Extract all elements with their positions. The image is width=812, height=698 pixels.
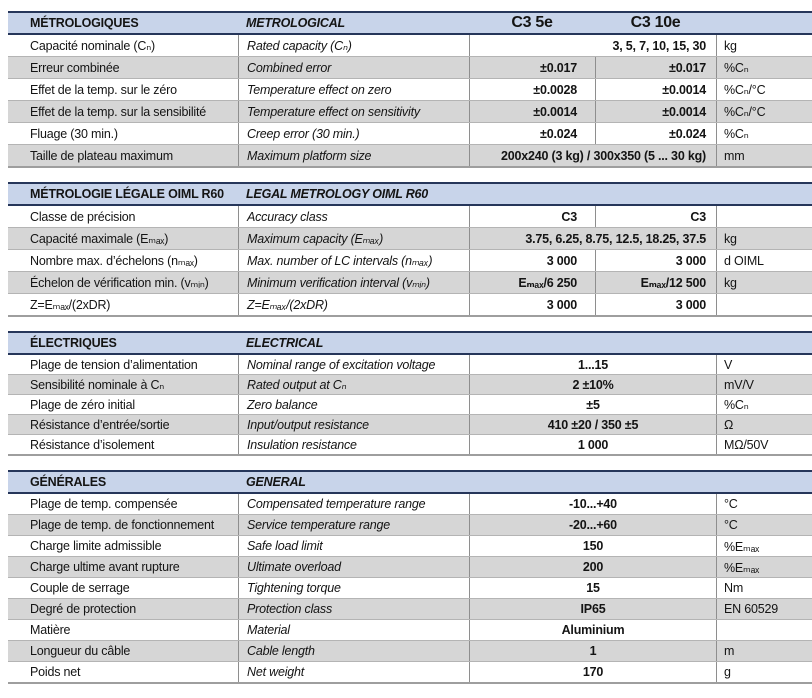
section-general bbox=[8, 470, 812, 684]
cell-label-en: Cable length bbox=[238, 641, 469, 661]
cell-value-merged: 3.75, 6.25, 8.75, 12.5, 18.25, 37.5 bbox=[469, 228, 716, 249]
cell-value-2: 3 000 bbox=[595, 294, 716, 315]
cell-label-fr: Effet de la temp. sur le zéro bbox=[30, 82, 177, 97]
cell-label-en: Tightening torque bbox=[238, 578, 469, 598]
section-metrological bbox=[8, 11, 812, 168]
cell-unit: Ω bbox=[716, 415, 812, 434]
spec-row bbox=[8, 144, 812, 166]
section-band bbox=[8, 470, 812, 494]
cell-unit: %Cₙ/°C bbox=[716, 79, 812, 100]
spec-row bbox=[8, 535, 812, 556]
cell-label-en: Maximum platform size bbox=[238, 145, 469, 166]
spec-row bbox=[8, 619, 812, 640]
cell-value-2: C3 bbox=[595, 206, 716, 227]
cell-label-fr: Classe de précision bbox=[30, 209, 136, 224]
model-header-2: C3 10e bbox=[630, 14, 681, 31]
spec-row bbox=[8, 271, 812, 293]
cell-unit: %Eₘₐₓ bbox=[716, 536, 812, 556]
cell-label-en: Net weight bbox=[238, 662, 469, 682]
cell-label-fr: Échelon de vérification min. (vₘᵢₙ) bbox=[30, 276, 209, 290]
cell-label-en: Nominal range of excitation voltage bbox=[238, 355, 469, 374]
cell-label-en: Zero balance bbox=[238, 395, 469, 414]
cell-value-2: ±0.017 bbox=[595, 57, 716, 78]
cell-value-merged: 410 ±20 / 350 ±5 bbox=[469, 415, 716, 434]
cell-value-merged: -10...+40 bbox=[469, 494, 716, 514]
section-title-en: LEGAL METROLOGY OIML R60 bbox=[246, 187, 429, 201]
cell-unit: V bbox=[716, 355, 812, 374]
cell-unit: %Cₙ bbox=[716, 57, 812, 78]
cell-label-fr: Nombre max. d’échelons (nₘₐₓ) bbox=[30, 254, 198, 268]
cell-unit: MΩ/50V bbox=[716, 435, 812, 454]
cell-label-fr: Capacité nominale (Cₙ) bbox=[30, 39, 155, 53]
spec-row bbox=[8, 206, 812, 227]
spec-row bbox=[8, 394, 812, 414]
cell-label-en: Creep error (30 min.) bbox=[238, 123, 469, 144]
cell-unit: kg bbox=[716, 272, 812, 293]
section-title-fr: MÉTROLOGIQUES bbox=[30, 16, 139, 30]
cell-label-en: Input/output resistance bbox=[238, 415, 469, 434]
spec-row bbox=[8, 494, 812, 514]
cell-value-merged: ±5 bbox=[469, 395, 716, 414]
cell-unit: kg bbox=[716, 228, 812, 249]
cell-label-fr: Taille de plateau maximum bbox=[30, 148, 173, 163]
spec-row bbox=[8, 78, 812, 100]
cell-label-en: Ultimate overload bbox=[238, 557, 469, 577]
cell-label-fr: Plage de temp. de fonctionnement bbox=[30, 518, 215, 532]
cell-label-en: Rated capacity (Cₙ) bbox=[238, 35, 469, 56]
cell-label-en: Maximum capacity (Eₘₐₓ) bbox=[238, 228, 469, 249]
cell-label-fr: Effet de la temp. sur la sensibilité bbox=[30, 104, 206, 119]
spec-row bbox=[8, 100, 812, 122]
cell-label-en: Combined error bbox=[238, 57, 469, 78]
spec-row bbox=[8, 56, 812, 78]
spec-row bbox=[8, 598, 812, 619]
cell-label-fr: Résistance d’isolement bbox=[30, 437, 155, 452]
cell-label-en: Minimum verification interval (vₘᵢₙ) bbox=[238, 272, 469, 293]
cell-label-fr: Degré de protection bbox=[30, 602, 136, 616]
cell-label-fr: Résistance d’entrée/sortie bbox=[30, 417, 170, 432]
cell-label-en: Temperature effect on zero bbox=[238, 79, 469, 100]
spec-row bbox=[8, 514, 812, 535]
cell-label-en: Service temperature range bbox=[238, 515, 469, 535]
cell-unit: °C bbox=[716, 515, 812, 535]
cell-label-fr: Plage de temp. compensée bbox=[30, 497, 178, 511]
cell-unit: %Cₙ bbox=[716, 395, 812, 414]
cell-unit: %Cₙ bbox=[716, 123, 812, 144]
spec-row bbox=[8, 434, 812, 454]
cell-label-fr: Longueur du câble bbox=[30, 644, 131, 658]
spec-row bbox=[8, 661, 812, 682]
section-band bbox=[8, 331, 812, 355]
cell-value-merged: 3, 5, 7, 10, 15, 30 bbox=[469, 35, 716, 56]
cell-label-fr: Z=Eₘₐₓ/(2xDR) bbox=[30, 298, 111, 312]
cell-value-merged: 15 bbox=[469, 578, 716, 598]
cell-unit: mV/V bbox=[716, 375, 812, 394]
model-header-1: C3 5e bbox=[511, 14, 553, 31]
cell-unit: g bbox=[716, 662, 812, 682]
cell-value-1: 3 000 bbox=[469, 250, 595, 271]
cell-label-en: Protection class bbox=[238, 599, 469, 619]
section-title-fr: MÉTROLOGIE LÉGALE OIML R60 bbox=[30, 187, 224, 201]
spec-row bbox=[8, 374, 812, 394]
spec-row bbox=[8, 293, 812, 315]
spec-row bbox=[8, 414, 812, 434]
cell-value-1: ±0.0014 bbox=[469, 101, 595, 122]
cell-value-merged: 150 bbox=[469, 536, 716, 556]
cell-unit: %Cₙ/°C bbox=[716, 101, 812, 122]
section-title-fr: ÉLECTRIQUES bbox=[30, 336, 117, 350]
cell-unit bbox=[716, 294, 812, 315]
cell-label-en: Z=Eₘₐₓ/(2xDR) bbox=[238, 294, 469, 315]
cell-unit: Nm bbox=[716, 578, 812, 598]
section-rows bbox=[8, 494, 812, 684]
section-legal-metrology bbox=[8, 182, 812, 317]
cell-value-1: 3 000 bbox=[469, 294, 595, 315]
cell-value-merged: Aluminium bbox=[469, 620, 716, 640]
cell-label-fr: Plage de zéro initial bbox=[30, 397, 135, 412]
cell-value-1: ±0.024 bbox=[469, 123, 595, 144]
cell-value-merged: 200x240 (3 kg) / 300x350 (5 ... 30 kg) bbox=[469, 145, 716, 166]
spec-row bbox=[8, 556, 812, 577]
section-title-en: GENERAL bbox=[246, 475, 306, 489]
section-band bbox=[8, 182, 812, 206]
cell-value-merged: 2 ±10% bbox=[469, 375, 716, 394]
cell-value-1: ±0.0028 bbox=[469, 79, 595, 100]
cell-label-en: Accuracy class bbox=[238, 206, 469, 227]
section-rows bbox=[8, 35, 812, 168]
cell-unit bbox=[716, 620, 812, 640]
cell-value-1: Eₘₐₓ/6 250 bbox=[469, 272, 595, 293]
spec-row bbox=[8, 122, 812, 144]
cell-value-merged: IP65 bbox=[469, 599, 716, 619]
spec-row bbox=[8, 249, 812, 271]
cell-label-fr: Fluage (30 min.) bbox=[30, 126, 118, 141]
cell-label-en: Rated output at Cₙ bbox=[238, 375, 469, 394]
cell-value-merged: 1 bbox=[469, 641, 716, 661]
cell-value-merged: 200 bbox=[469, 557, 716, 577]
cell-value-2: ±0.024 bbox=[595, 123, 716, 144]
section-title-en: METROLOGICAL bbox=[246, 16, 345, 30]
cell-label-fr: Erreur combinée bbox=[30, 60, 120, 75]
cell-label-fr: Poids net bbox=[30, 665, 81, 679]
cell-value-1: ±0.017 bbox=[469, 57, 595, 78]
cell-value-merged: 170 bbox=[469, 662, 716, 682]
cell-value-1: C3 bbox=[469, 206, 595, 227]
cell-label-en: Max. number of LC intervals (nₘₐₓ) bbox=[238, 250, 469, 271]
cell-label-fr: Plage de tension d’alimentation bbox=[30, 357, 198, 372]
cell-label-en: Material bbox=[238, 620, 469, 640]
cell-unit: m bbox=[716, 641, 812, 661]
spec-row bbox=[8, 355, 812, 374]
spec-row bbox=[8, 35, 812, 56]
section-title-fr: GÉNÉRALES bbox=[30, 475, 106, 489]
cell-unit: %Eₘₐₓ bbox=[716, 557, 812, 577]
cell-value-2: 3 000 bbox=[595, 250, 716, 271]
section-title-en: ELECTRICAL bbox=[246, 336, 324, 350]
cell-label-fr: Charge ultime avant rupture bbox=[30, 560, 180, 574]
cell-label-en: Temperature effect on sensitivity bbox=[238, 101, 469, 122]
cell-label-en: Safe load limit bbox=[238, 536, 469, 556]
cell-unit: kg bbox=[716, 35, 812, 56]
cell-unit: mm bbox=[716, 145, 812, 166]
cell-label-fr: Couple de serrage bbox=[30, 581, 130, 595]
spec-table bbox=[8, 11, 812, 698]
cell-label-fr: Capacité maximale (Eₘₐₓ) bbox=[30, 232, 169, 246]
spec-row bbox=[8, 227, 812, 249]
cell-label-fr: Sensibilité nominale à Cₙ bbox=[30, 378, 165, 392]
section-electrical bbox=[8, 331, 812, 456]
cell-label-en: Compensated temperature range bbox=[238, 494, 469, 514]
cell-value-merged: -20...+60 bbox=[469, 515, 716, 535]
spec-row bbox=[8, 640, 812, 661]
cell-value-merged: 1...15 bbox=[469, 355, 716, 374]
cell-value-2: ±0.0014 bbox=[595, 79, 716, 100]
cell-label-en: Insulation resistance bbox=[238, 435, 469, 454]
spec-row bbox=[8, 577, 812, 598]
cell-unit: d OIML bbox=[716, 250, 812, 271]
cell-unit: EN 60529 bbox=[716, 599, 812, 619]
section-rows bbox=[8, 355, 812, 456]
cell-label-fr: Charge limite admissible bbox=[30, 539, 162, 553]
cell-value-2: Eₘₐₓ/12 500 bbox=[595, 272, 716, 293]
cell-unit: °C bbox=[716, 494, 812, 514]
cell-value-merged: 1 000 bbox=[469, 435, 716, 454]
cell-label-fr: Matière bbox=[30, 623, 71, 637]
cell-unit bbox=[716, 206, 812, 227]
section-rows bbox=[8, 206, 812, 317]
section-band bbox=[8, 11, 812, 35]
cell-value-2: ±0.0014 bbox=[595, 101, 716, 122]
